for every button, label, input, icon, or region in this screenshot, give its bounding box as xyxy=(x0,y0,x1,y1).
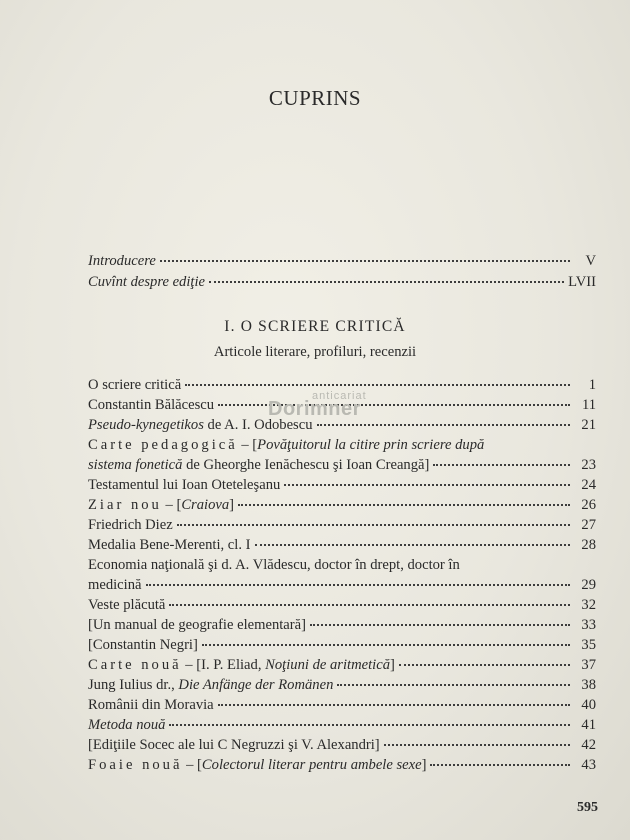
toc-entry[interactable]: Metoda nouă 41 xyxy=(88,717,596,733)
leader-dots xyxy=(177,524,570,526)
entry-page: LVII xyxy=(568,274,596,290)
page-title: CUPRINS xyxy=(268,86,362,110)
toc-entry[interactable]: Jung Iulius dr., Die Anfänge der Romänen 38 xyxy=(88,677,596,693)
toc-entry[interactable]: sistema fonetică de Gheorghe Ienăchescu şi Ioan Creangă] 23 xyxy=(88,457,596,473)
toc-entry[interactable]: Românii din Moravia 40 xyxy=(88,697,596,713)
leader-dots xyxy=(384,744,570,746)
page-number: 595 xyxy=(577,800,598,815)
leader-dots xyxy=(185,384,570,386)
entry-title: Introducere xyxy=(88,253,156,269)
toc-entry[interactable]: [Constantin Negri] 35 xyxy=(88,637,596,653)
toc-entry[interactable]: Testamentul lui Ioan Oteteleşanu 24 xyxy=(88,477,596,493)
leader-dots xyxy=(169,724,570,726)
leader-dots xyxy=(317,424,570,426)
leader-dots xyxy=(433,464,570,466)
leader-dots xyxy=(209,281,564,283)
leader-dots xyxy=(160,260,570,262)
leader-dots xyxy=(337,684,570,686)
toc-entry[interactable]: Carte nouă – [I. P. Eliad, Noţiuni de aritmetică] 37 xyxy=(88,657,596,673)
leader-dots xyxy=(238,504,570,506)
toc-entry[interactable]: medicină 29 xyxy=(88,577,596,593)
leader-dots xyxy=(146,584,571,586)
leader-dots xyxy=(310,624,570,626)
leader-dots xyxy=(169,604,570,606)
toc-entry[interactable]: Constantin Bălăcescu 11 xyxy=(88,397,596,413)
toc-entry[interactable]: [Un manual de geografie elementară] 33 xyxy=(88,617,596,633)
toc-entry-line: Economia naţională şi d. A. Vlădescu, doctor în drept, doctor în xyxy=(88,557,460,573)
leader-dots xyxy=(284,484,570,486)
toc-entry-cuvint[interactable] xyxy=(88,273,596,291)
watermark: anticariat Dorimner xyxy=(268,390,367,420)
leader-dots xyxy=(202,644,570,646)
leader-dots xyxy=(430,764,570,766)
entry-page: V xyxy=(585,253,596,269)
leader-dots xyxy=(399,664,570,666)
section-title: I. O SCRIERE CRITICĂ xyxy=(224,318,406,335)
leader-dots xyxy=(255,544,571,546)
toc-entry[interactable]: Foaie nouă – [Colectorul literar pentru ambele sexe] 43 xyxy=(88,757,596,773)
toc-entry[interactable]: Pseudo-kynegetikos de A. I. Odobescu 21 xyxy=(88,417,596,433)
entry-title: Cuvînt despre ediţie xyxy=(88,274,205,290)
toc-entry-introducere[interactable] xyxy=(88,252,596,270)
toc-entry[interactable]: Medalia Bene-Merenti, cl. I 28 xyxy=(88,537,596,553)
toc-entry-line: Carte pedagogică – [Povăţuitorul la citire prin scriere după xyxy=(88,437,485,453)
toc-entry[interactable]: [Ediţiile Socec ale lui C Negruzzi şi V. Alexandri] 42 xyxy=(88,737,596,753)
toc-entry[interactable]: O scriere critică 1 xyxy=(88,377,596,393)
toc-entry[interactable]: Veste plăcută 32 xyxy=(88,597,596,613)
leader-dots xyxy=(218,704,570,706)
toc-entry[interactable]: Ziar nou – [Craiova] 26 xyxy=(88,497,596,513)
section-subtitle: Articole literare, profiluri, recenzii xyxy=(213,344,417,360)
toc-entry[interactable]: Friedrich Diez 27 xyxy=(88,517,596,533)
